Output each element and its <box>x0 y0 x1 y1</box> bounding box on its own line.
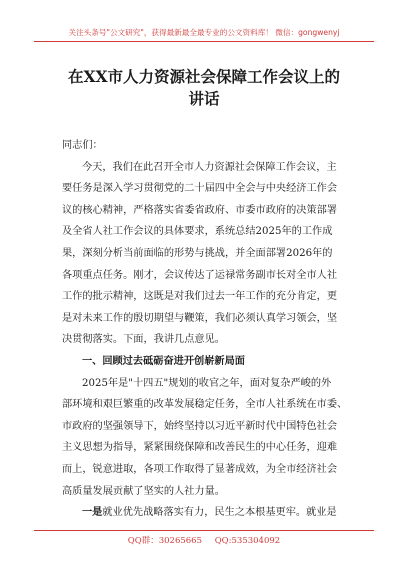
paragraph-line: 决贯彻落实。下面，我讲几点意见。 <box>62 334 225 346</box>
paragraph-line: 主义思想为指导，紧紧围绕保障和改善民生的中心任务，迎难 <box>62 442 338 454</box>
title-line: 在XX市人力资源社会保障工作会议上的 <box>67 67 341 86</box>
paragraph-line: 议的核心精神，严格落实省委省政府、市委市政府的决策部署 <box>62 204 338 216</box>
paragraph-line: 部环境和艰巨繁重的改革发展稳定任务，全市人社系统在市委、 <box>62 399 348 411</box>
paragraph-line: 工作的批示精神，这既是对我们过去一年工作的充分肯定，更 <box>62 291 338 303</box>
paragraph-line: 各项重点任务。刚才，会议传达了运禄常务副市长对全市人社 <box>62 269 338 281</box>
paragraph-line: 及全省人社工作会议的具体要求，系统总结2025年的工作成 <box>62 226 333 238</box>
salutation: 同志们： <box>62 140 103 151</box>
footer-qq: QQ:535304092 <box>214 536 281 546</box>
paragraph-line: 而上，锐意进取，各项工作取得了显著成效，为全市经济社会 <box>62 463 338 475</box>
point-text: 就业优先战略落实有力，民生之本根基更牢。就业是 <box>102 507 337 519</box>
point-marker: 一是 <box>82 507 103 519</box>
paragraph-line: 2025年是"十四五"规划的收官之年，面对复杂严峻的外 <box>82 377 332 389</box>
footer-divider <box>34 530 374 531</box>
paragraph-line: 果，深刻分析当前面临的形势与挑战，并全面部署2026年的 <box>62 247 333 259</box>
paragraph-line: 要任务是深入学习贯彻党的二十届四中全会与中央经济工作会 <box>62 183 338 195</box>
document-body <box>62 135 362 524</box>
paragraph-line <box>62 502 362 524</box>
section-heading: 一、回顾过去砥砺奋进开创崭新局面 <box>82 355 245 367</box>
footer-banner <box>0 534 408 546</box>
footer-qq-group: QQ群：30265665 <box>127 536 202 546</box>
document-title <box>50 66 358 110</box>
paragraph-line: 高质量发展贡献了坚实的人社力量。 <box>62 485 225 497</box>
paragraph-line: 市政府的坚强领导下，始终坚持以习近平新时代中国特色社会 <box>62 420 338 432</box>
header-banner: 关注头条号"公文研究"，获得最新最全最专业的公文资料库！ 微信：gongwenyj <box>68 28 340 37</box>
title-line: 讲话 <box>188 89 220 108</box>
header-divider <box>34 41 374 42</box>
paragraph-line: 是对未来工作的殷切期望与鞭策，我们必须认真学习领会，坚 <box>62 312 338 324</box>
paragraph-line: 今天，我们在此召开全市人力资源社会保障工作会议，主 <box>82 161 337 173</box>
